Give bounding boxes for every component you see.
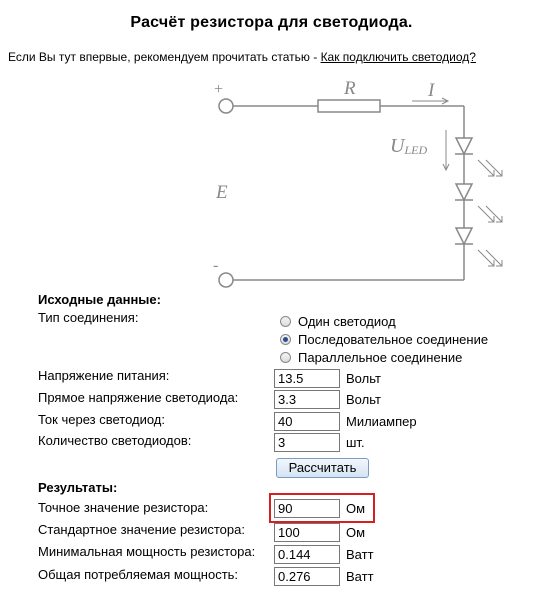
radio-single-label: Один светодиод [298, 314, 396, 329]
supply-voltage-label: Напряжение питания: [38, 368, 170, 383]
standard-resistance-input[interactable] [274, 523, 340, 542]
article-link[interactable]: Как подключить светодиод? [320, 50, 476, 64]
led-count-input[interactable] [274, 433, 340, 452]
radio-single-button[interactable] [280, 316, 291, 327]
led-count-label: Количество светодиодов: [38, 433, 192, 448]
led-chain [455, 138, 502, 266]
radio-series-label: Последовательное соединение [298, 332, 489, 347]
min-power-input[interactable] [274, 545, 340, 564]
total-power-unit: Ватт [346, 569, 374, 584]
resistor-label: R [344, 78, 356, 99]
connection-type-label: Тип соединения: [38, 310, 139, 325]
resistor [318, 100, 380, 112]
radio-series-button[interactable] [280, 334, 291, 345]
exact-resistance-label: Точное значение резистора: [38, 500, 209, 515]
current-label: Ток через светодиод: [38, 412, 166, 427]
minus-label: - [213, 257, 219, 274]
standard-resistance-label: Стандартное значение резистора: [38, 522, 245, 537]
calculate-button[interactable]: Рассчитать [276, 458, 369, 478]
supply-voltage-input[interactable] [274, 369, 340, 388]
plus-label: + [213, 81, 224, 98]
led-count-unit: шт. [346, 435, 365, 450]
page-title: Расчёт резистора для светодиода. [130, 14, 413, 31]
current-label: I [428, 80, 435, 101]
radio-single[interactable] [280, 314, 396, 329]
led-2 [455, 184, 502, 222]
circuit-diagram [200, 74, 520, 294]
exact-resistance-input[interactable] [274, 499, 340, 518]
plus-terminal [219, 99, 233, 113]
radio-parallel-button[interactable] [280, 352, 291, 363]
supply-voltage-unit: Вольт [346, 371, 381, 386]
led-3 [455, 228, 502, 266]
uled-label: ULED [390, 135, 428, 157]
results-heading: Результаты: [38, 480, 118, 495]
minus-terminal [219, 273, 233, 287]
exact-resistance-unit: Ом [346, 501, 366, 516]
supply-label: E [216, 182, 228, 203]
intro-sentence: Если Вы тут впервые, рекомендуем прочитать статью - [8, 50, 321, 64]
min-power-label: Минимальная мощность резистора: [38, 544, 256, 559]
radio-series[interactable] [280, 332, 488, 347]
forward-voltage-label: Прямое напряжение светодиода: [38, 390, 239, 405]
total-power-label: Общая потребляемая мощность: [38, 567, 239, 582]
forward-voltage-input[interactable] [274, 390, 340, 409]
min-power-unit: Ватт [346, 547, 374, 562]
current-input[interactable] [274, 412, 340, 431]
led-1 [455, 138, 502, 176]
radio-parallel-label: Параллельное соединение [298, 350, 463, 365]
radio-parallel[interactable] [280, 350, 462, 365]
input-heading: Исходные данные: [38, 292, 161, 307]
total-power-input[interactable] [274, 567, 340, 586]
standard-resistance-unit: Ом [346, 525, 366, 540]
intro-text [8, 50, 476, 64]
forward-voltage-unit: Вольт [346, 392, 381, 407]
current-unit: Милиампер [346, 414, 417, 429]
